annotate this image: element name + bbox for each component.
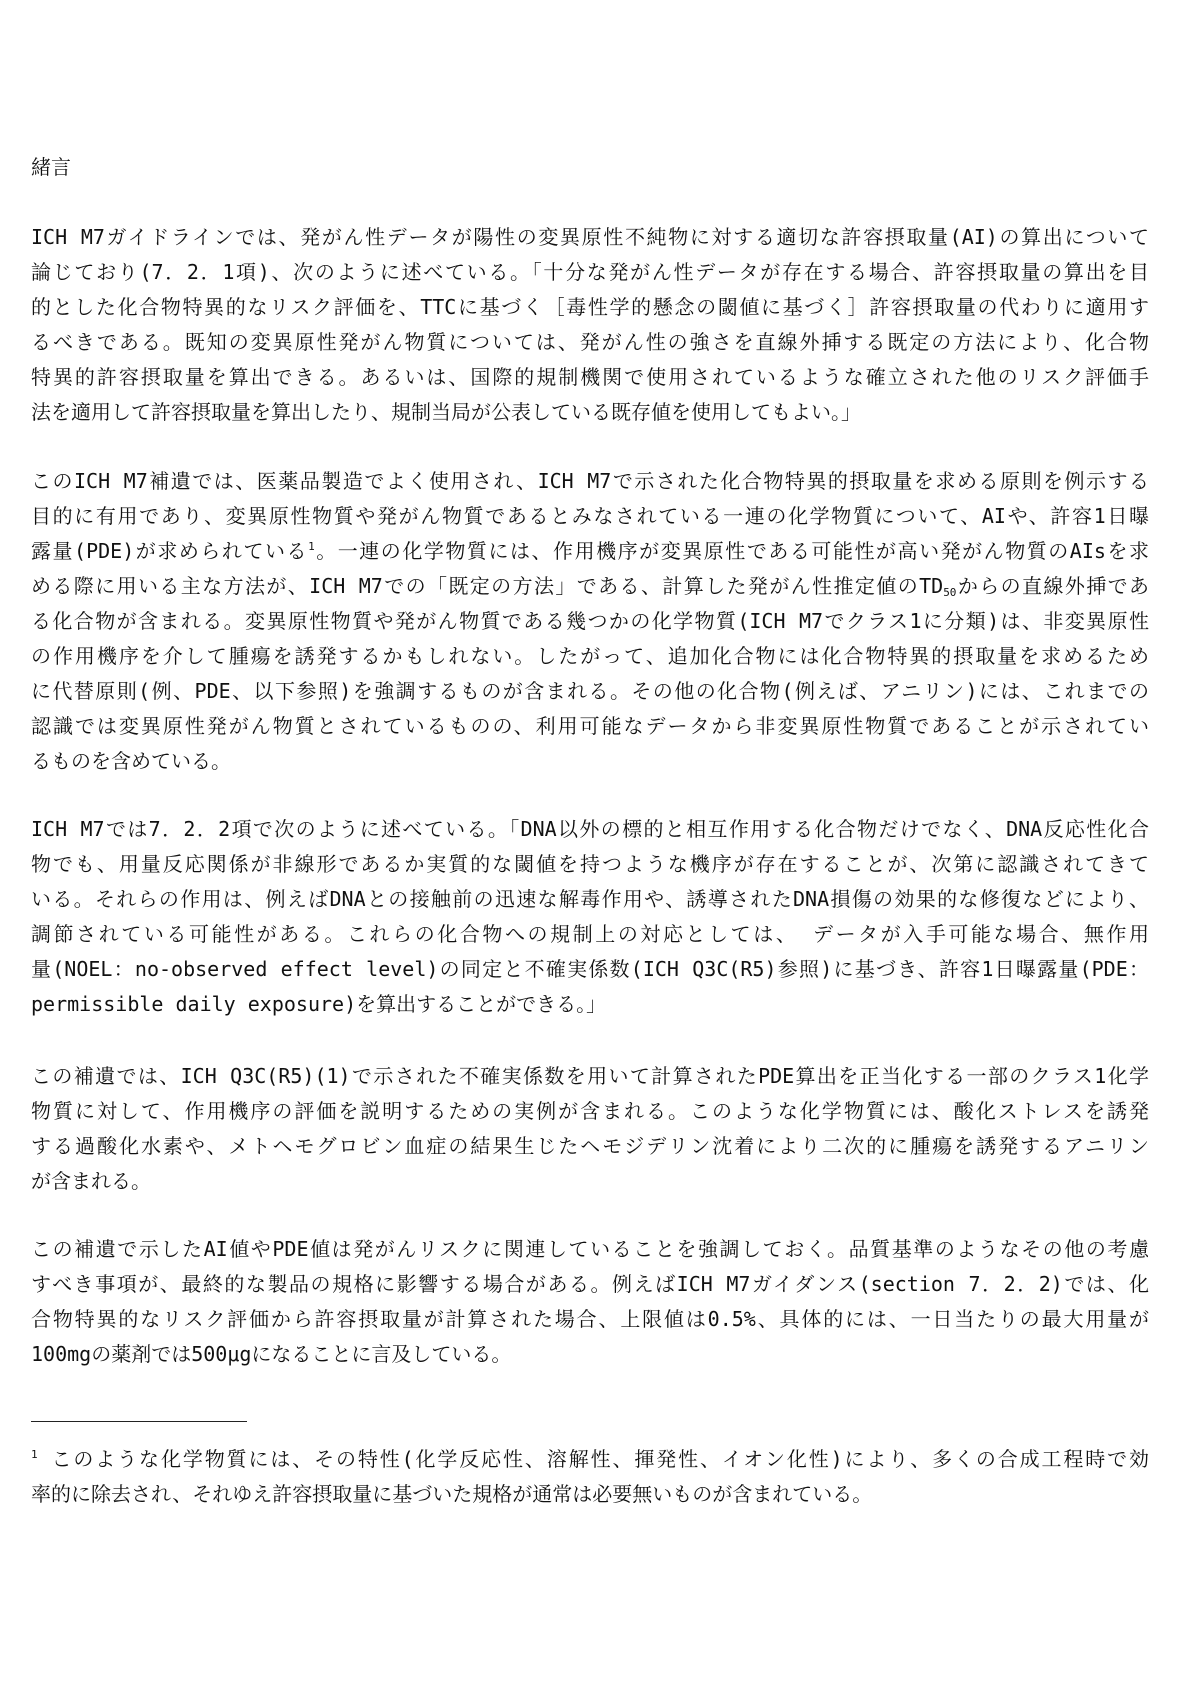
- text-line: るものを含めている。: [31, 749, 231, 773]
- text-line: 物質に対して、作用機序の評価を説明するための実例が含まれる。このような化学物質には、酸化ストレスを誘発: [31, 1099, 1149, 1123]
- text-line: 法を適用して許容摂取量を算出したり、規制当局が公表している既存値を使用してもよい。」: [31, 400, 861, 424]
- text-line: 特異的許容摂取量を算出できる。あるいは、国際的規制機関で使用されているような確立された他のリスク評価手: [31, 365, 1149, 389]
- text-line: 合物特異的なリスク評価から許容摂取量が計算された場合、上限値は0.5%、具体的には、一日当たりの最大用量が: [31, 1307, 1149, 1331]
- text-line: する過酸化水素や、メトヘモグロビン血症の結果生じたヘモジデリン沈着により二次的に腫瘍を誘発するアニリン: [31, 1134, 1149, 1158]
- heading-text: 緒言: [31, 155, 71, 179]
- text-line: [31, 569, 1149, 604]
- text-segment: 。一連の化学物質には、作用機序が変異原性である可能性が高い発がん物質のAIsを求: [314, 539, 1149, 563]
- footnote: [31, 1442, 1149, 1512]
- text-segment: このような化学物質には、その特性(化学反応性、溶解性、揮発性、イオン化性)により、多くの合成工程時で効: [37, 1447, 1149, 1471]
- footnote-marker: 1: [308, 540, 315, 553]
- text-line: に代替原則(例、PDE、以下参照)を強調するものが含まれる。その他の化合物(例えば、アニリン)には、これまでの: [31, 679, 1149, 703]
- text-line: 論じており(7．2．1項)、次のように述べている。「十分な発がん性データが存在する場合、許容摂取量の算出を目: [31, 260, 1149, 284]
- paragraph-2: [31, 464, 1149, 779]
- text-segment: からの直線外挿であ: [956, 574, 1149, 598]
- subscript: 50: [943, 586, 957, 599]
- text-segment: 露量(PDE)が求められている: [31, 539, 309, 563]
- paragraph-3: [31, 812, 1149, 1022]
- text-segment: める際に用いる主な方法が、ICH M7での「既定の方法」である、計算した発がん性推定値のTD: [31, 574, 944, 598]
- section-heading: [31, 150, 1149, 185]
- text-line: 率的に除去され、それゆえ許容摂取量に基づいた規格が通常は必要無いものが含まれている。: [31, 1482, 873, 1506]
- text-line: 100mgの薬剤では500μgになることに言及している。: [31, 1342, 512, 1366]
- text-line: 量(NOEL：no-observed effect level)の同定と不確実係数(ICH Q3C(R5)参照)に基づき、許容1日曝露量(PDE：: [31, 957, 1149, 981]
- text-line: 物でも、用量反応関係が非線形であるか実質的な閾値を持つような機序が存在することが、次第に認識されてきて: [31, 852, 1149, 876]
- text-line: この補遺で示したAI値やPDE値は発がんリスクに関連していることを強調しておく。品質基準のようなその他の考慮: [31, 1237, 1149, 1261]
- text-line: このICH M7補遺では、医薬品製造でよく使用され、ICH M7で示された化合物特異的摂取量を求める原則を例示する: [31, 469, 1149, 493]
- text-line: この補遺では、ICH Q3C(R5)(1)で示された不確実係数を用いて計算されたPDE算出を正当化する一部のクラス1化学: [31, 1064, 1149, 1088]
- text-line: の作用機序を介して腫瘍を誘発するかもしれない。したがって、追加化合物には化合物特異的摂取量を求めるため: [31, 644, 1149, 668]
- text-line: いる。それらの作用は、例えばDNAとの接触前の迅速な解毒作用や、誘導されたDNA損傷の効果的な修復などにより、: [31, 887, 1149, 911]
- text-line: 調節されている可能性がある。これらの化合物への規制上の対応としては、 データが入手可能な場合、無作用: [31, 922, 1149, 946]
- footnote-separator: [31, 1421, 247, 1422]
- text-line: 認識では変異原性発がん物質とされているものの、利用可能なデータから非変異原性物質であることが示されてい: [31, 714, 1149, 738]
- paragraph-5: [31, 1232, 1149, 1372]
- text-line: るべきである。既知の変異原性発がん物質については、発がん性の強さを直線外挿する既定の方法により、化合物: [31, 330, 1149, 354]
- footnote-marker: 1: [31, 1448, 38, 1461]
- text-line: 的とした化合物特異的なリスク評価を、TTCに基づく［毒性学的懸念の閾値に基づく］許容摂取量の代わりに適用す: [31, 295, 1149, 319]
- text-line: すべき事項が、最終的な製品の規格に影響する場合がある。例えばICH M7ガイダンス(section 7．2．2)では、化: [31, 1272, 1149, 1296]
- text-line: 目的に有用であり、変異原性物質や発がん物質であるとみなされている一連の化学物質について、AIや、許容1日曝: [31, 504, 1149, 528]
- text-line: ICH M7では7．2．2項で次のように述べている。「DNA以外の標的と相互作用する化合物だけでなく、DNA反応性化合: [31, 817, 1149, 841]
- text-line: ICH M7ガイドラインでは、発がん性データが陽性の変異原性不純物に対する適切な許容摂取量(AI)の算出について: [31, 225, 1149, 249]
- text-line: [31, 534, 1149, 569]
- text-line: permissible daily exposure)を算出することができる。」: [31, 992, 607, 1016]
- text-line: [31, 1442, 1149, 1477]
- paragraph-4: [31, 1059, 1149, 1199]
- text-line: る化合物が含まれる。変異原性物質や発がん物質である幾つかの化学物質(ICH M7でクラス1に分類)は、非変異原性: [31, 609, 1149, 633]
- paragraph-1: [31, 220, 1149, 430]
- text-line: が含まれる。: [31, 1169, 151, 1193]
